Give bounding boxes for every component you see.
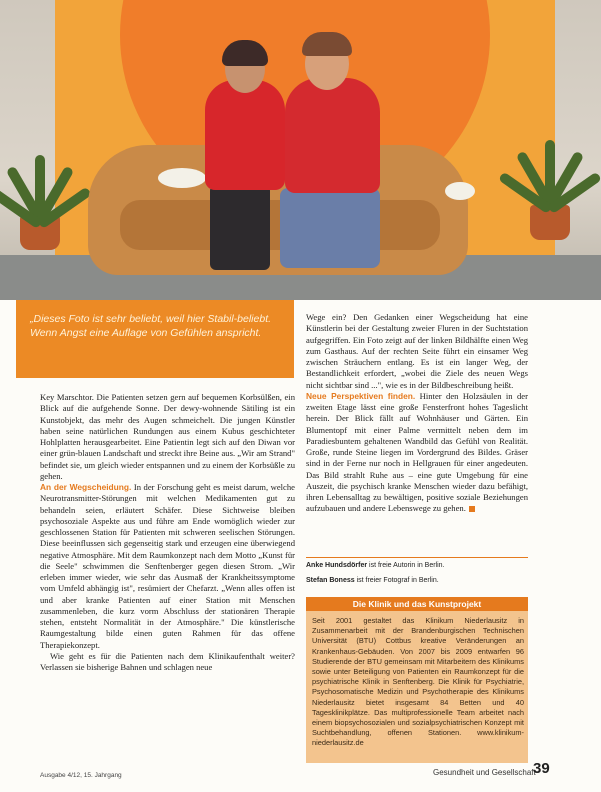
paragraph-text: Wie geht es für die Patienten nach dem Klinikaufenthalt weiter? Verlassen sie bisherige Bahnen und schlagen neue bbox=[40, 650, 295, 672]
credit-line bbox=[306, 558, 528, 573]
right-column bbox=[306, 312, 528, 515]
paragraph bbox=[306, 391, 528, 515]
paragraph bbox=[40, 392, 295, 482]
paragraph bbox=[40, 651, 295, 674]
credit-role: ist freier Fotograf in Berlin. bbox=[356, 577, 439, 584]
end-mark-icon bbox=[469, 506, 475, 512]
person-right-legs bbox=[280, 188, 380, 268]
plant-left bbox=[5, 120, 75, 230]
paragraph bbox=[40, 482, 295, 651]
infobox-title: Die Klinik und das Kunstprojekt bbox=[306, 597, 528, 611]
author-credits bbox=[306, 557, 528, 588]
article-photo bbox=[0, 0, 601, 300]
subheading: Neue Perspektiven finden. bbox=[306, 390, 416, 401]
infobox-text: Seit 2001 gestaltet das Klinikum Niederlausitz in Zusammenarbeit mit der Brandenburgischen Technischen Universität (BTU) Cottbus kreative Veränderungen an Krankenhaus-Gebäuden. Von 2007 bis 2009 entwarfen 96 Studierende der BTU gemeinsam mit Mitarbeitern des Klinikums sowie unter Beteiligung von Patienten ein Raumkonzept für die psychiatrische Klinik in Senftenberg. Die Klinik für Psychiatrie, Psychosomatische Medizin und Psychotherapie des Klinikums Niederlausitz bietet insgesamt 84 Betten und 40 Tagesklinikplätze. Das multiprofessionelle Team arbeitet nach einem biopsychosozialen und sozialpsychiatrischen Konzept mit Suchtbehandlung, offenen Stationen. www.klinikum-niederlausitz.de bbox=[312, 616, 524, 748]
person-right-hair bbox=[302, 32, 352, 56]
paragraph-text: Wege ein? Den Gedanken einer Wegscheidung hat eine Künstlerin bei der Gestaltung zweier Fluren in der Suchtstation aufgegriffen. Ein Foto zeigt auf der linken Bildhälfte einen Weg zum Gasthaus. Auf der rechten Seite führt ein einsamer Weg zwischen Sträuchern entlang. Es ist ein langer Weg, der Bestandlichkeit erfordert, „wobei die Ziele des neuen Wegs nicht sichtbar sind ...", wie es in der Bildbeschreibung heißt. bbox=[306, 312, 528, 390]
paragraph-text: In der Forschung geht es meist darum, welche Neurotransmitter-Störungen mit welchen Medikamenten gut zu behandeln seien, erläutert Schäfer. Diese Sichtweise bleiben psychosoziale Aspekte aus und führe am Ende womöglich wieder zur geschlossenen Station für Patienten mit schweren seelischen Störungen. Diese beeinflussen sich gegenseitig stark und erzeugen eine überwiegend negative Atmosphäre. Mit dem Raumkonzept nach dem Motto „Kunst für die Seele" schwimmen die Senftenberger gegen diesen Strom. „Wir erleben immer wieder, wie sehr das Ausmaß der Krankheitssymptome vom Umfeld abhängig ist", resümiert der Chefarzt. „Wenn alles offen ist und aber kranke Patienten auf einer Station mit Menschen zusammenleben, die kurz vorm Abschluss der stationären Therapie stehen, entsteht Normalität in der Atmosphäre." Die künstlerische Raumgestaltung bilde einen guten Rahmen für das offene Therapiekonzept. bbox=[40, 482, 295, 650]
subheading: An der Wegscheidung. bbox=[40, 482, 132, 492]
plant-right bbox=[515, 95, 585, 205]
issue-info: Ausgabe 4/12, 15. Jahrgang bbox=[40, 772, 122, 779]
page-number: 39 bbox=[533, 760, 550, 777]
paragraph-text: Key Marschtor. Die Patienten setzen gern auf bequemen Korbsülßen, ein Blick auf die aufgehende Sonne. Der dewy-wohnende Sätiling ist ein Kunstobjekt, das mehr des Augen schmeichelt. Die jungen Künstler haben seine natürlichen Rundungen aus einem Kubus geschichteter Hohlplatten herausgearbeitet. Eine Patientin legt sich auf den Diwan vor einer grün-blauen Landschaft und streckt ihre Beine aus. „Wir am Strand" befindet sie, um gleich wieder entspannen und zu einem der Korbsüßle zu gehen. bbox=[40, 392, 295, 481]
credit-name: Anke Hundsdörfer bbox=[306, 562, 368, 569]
photo-caption: „Dieses Foto ist sehr beliebt, weil hier Stabil-beliebt. Wenn Angst eine Auflage von Gefühlen anspricht. bbox=[30, 313, 272, 339]
person-left-legs bbox=[210, 185, 270, 270]
left-column bbox=[40, 392, 295, 673]
pillow bbox=[158, 168, 206, 188]
credit-line bbox=[306, 573, 528, 588]
person-right bbox=[285, 78, 380, 193]
paragraph bbox=[306, 312, 528, 391]
magazine-section: Gesundheit und Gesellschaft bbox=[433, 768, 536, 777]
person-left bbox=[205, 80, 285, 190]
pillow bbox=[445, 182, 475, 200]
paragraph-text: Hinter den Holzsäulen in der zweiten Etage lässt eine große Fensterfront hohes Tageslicht herein. Der Blick fällt auf Wohnhäuser und Gärten. Ein Blumentopf mit einer Palme vermittelt neben dem im Paradiesbuntem gehaltenen Wandbild das Gefühl von Realität. Große, runde Steine liegen im Vordergrund des Bildes. Gräser sind in der Ferne nur noch in Hellgrauen für einer angedeuten. Das Bild strahlt Ruhe aus – eine gute Umgebung für eine Auszeit, die psychisch kranke Menschen wieder dazu befähigt, ihren Lebensalltag zu bewältigen, positive soziale Beziehungen aufzubauen und andere Lebenswege zu gehen. bbox=[306, 390, 528, 514]
credit-name: Stefan Boness bbox=[306, 577, 355, 584]
credit-role: ist freie Autorin in Berlin. bbox=[369, 562, 445, 569]
